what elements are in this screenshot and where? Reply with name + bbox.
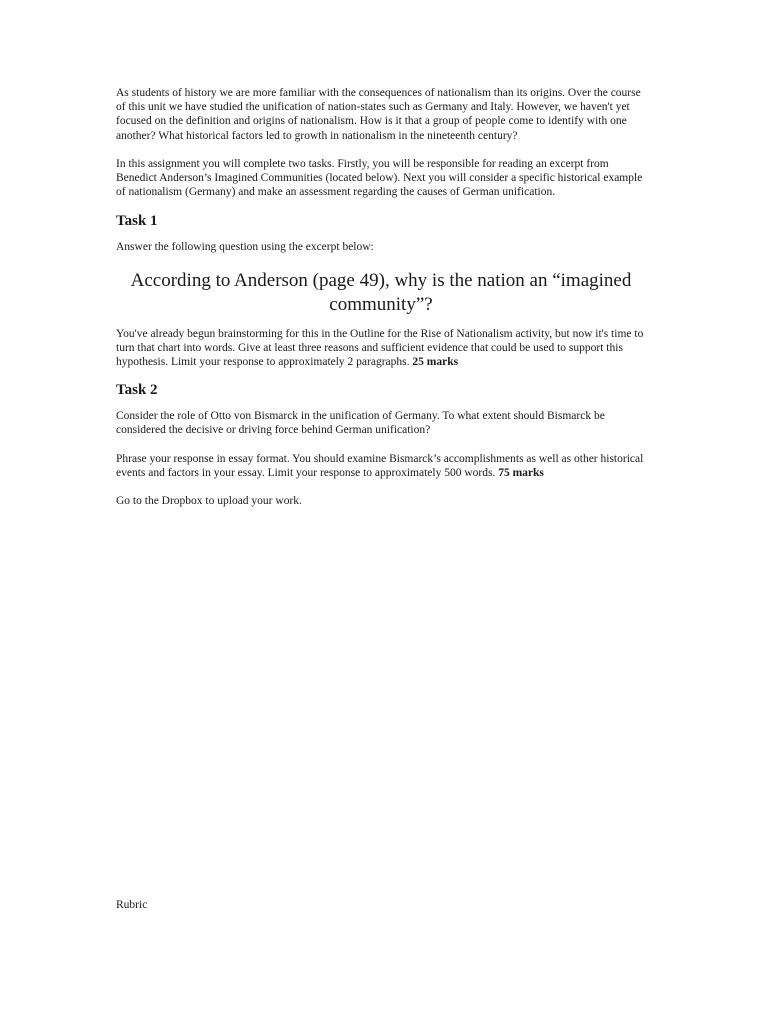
task2-heading: Task 2 [116, 382, 158, 399]
task1-instruction: Answer the following question using the excerpt below: [116, 241, 374, 254]
upload-instruction: Go to the Dropbox to upload your work. [116, 495, 302, 508]
rubric-label: Rubric [116, 899, 148, 911]
task1-marks: 25 marks [412, 356, 459, 369]
task2-paragraph-2-text: Phrase your response in essay format. You should examine Bismarck’s accomplishments as well as other historical events and factors in your essay. Limit your response to approximately 500 words. [116, 452, 644, 479]
task1-question: According to Anderson (page 49), why is the nation an “imagined community”? [130, 269, 632, 315]
task2-paragraph-1: Consider the role of Otto von Bismarck in the unification of Germany. To what extent should Bismarck be considered the decisive or driving force behind German unification? [116, 410, 605, 437]
task1-heading: Task 1 [116, 213, 158, 230]
task1-body [116, 327, 646, 370]
document-body [116, 86, 646, 508]
intro-paragraph-1: As students of history we are more familiar with the consequences of nationalism than its origins. Over the course of this unit we have studied the unification of nation-states such as Germany and Italy. However, we haven't yet focused on the definition and origins of nationalism. How is it that a group of people come to identify with one another? What historical factors led to growth in nationalism in the nineteenth century? [116, 87, 641, 142]
intro-paragraph-2: In this assignment you will complete two tasks. Firstly, you will be responsible for reading an excerpt from Benedict Anderson’s Imagined Communities (located below). Next you will consider a specific historical example of nationalism (Germany) and make an assessment regarding the causes of German unification. [116, 157, 643, 199]
task1-body-text: You've already begun brainstorming for this in the Outline for the Rise of Nationalism activity, but now it's time to turn that chart into words. Give at least three reasons and sufficient evidence that could be used to support this hypothesis. Limit your response to approximately 2 paragraphs. [116, 327, 644, 369]
task2-paragraph-2 [116, 452, 646, 480]
task2-marks: 75 marks [498, 466, 544, 479]
